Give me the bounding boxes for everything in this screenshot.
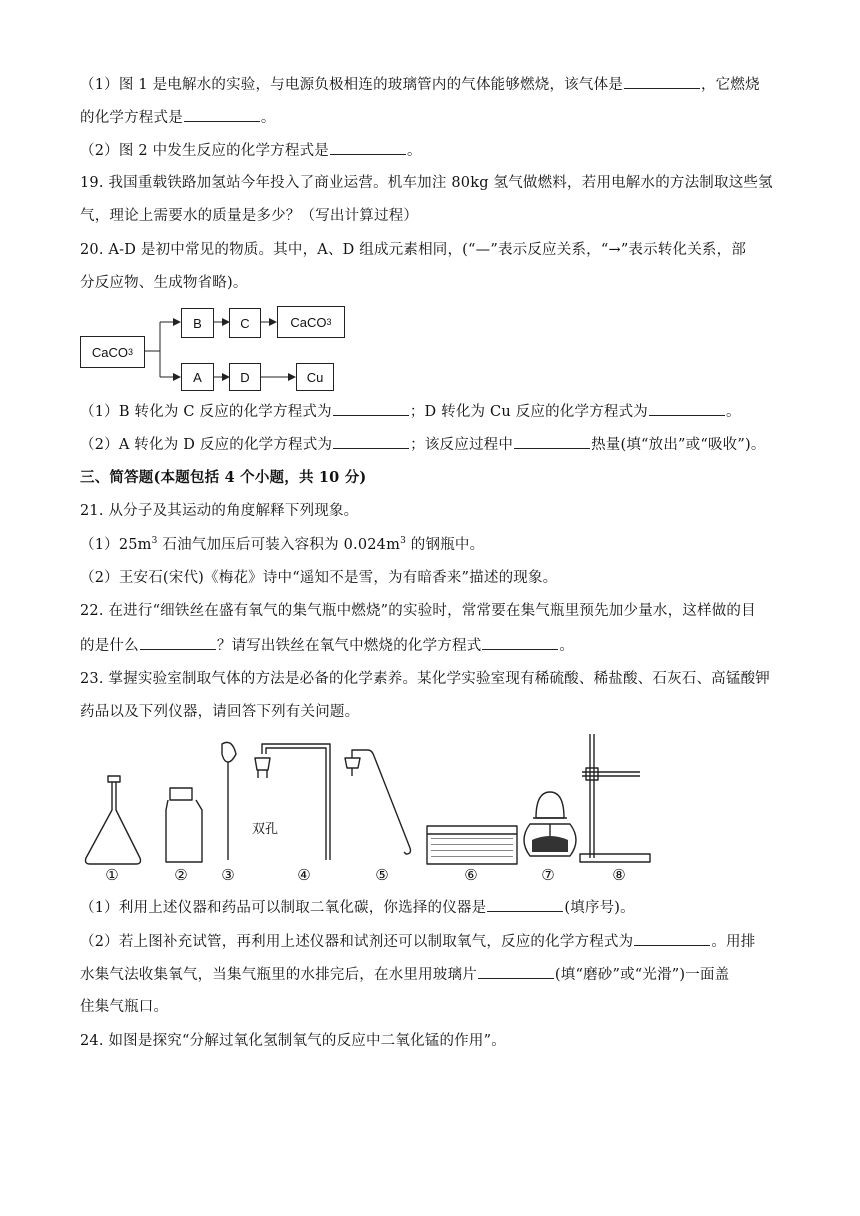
q18-part1-line2: [80, 107, 276, 128]
q21-p1-sup1: 3: [151, 536, 158, 547]
q20-p1-text-c: 。: [726, 404, 741, 420]
q20-part2-line: [80, 434, 766, 455]
long-neck-funnel-icon: [222, 742, 236, 860]
answer-blank[interactable]: [184, 107, 260, 122]
q21-part2-line: （2）王安石(宋代)《梅花》诗中“遥知不是雪，为有暗香来”描述的现象。: [80, 570, 558, 586]
q18-part2-line: [80, 140, 422, 161]
answer-blank[interactable]: [487, 897, 563, 912]
q23-p2-text-d: (填“磨砂”或“光滑”)一面盖: [554, 967, 730, 983]
q23-p2-text-b: 。用排: [711, 934, 756, 950]
q24-line1: 24. 如图是探究“分解过氧化氢制氧气的反应中二氧化锰的作用”。: [80, 1033, 506, 1049]
q18-p1-text-b: ，它燃烧: [700, 77, 760, 93]
q23-part1-line: [80, 897, 635, 918]
answer-blank[interactable]: [330, 140, 406, 155]
apparatus-number-1: ①: [105, 867, 119, 884]
q18-p1-text-c: 的化学方程式是: [80, 110, 183, 126]
answer-blank[interactable]: [333, 434, 409, 449]
iron-stand-icon: [580, 734, 650, 862]
q23-p2-text-c: 水集气法收集氧气，当集气瓶里的水排完后，在水里用玻璃片: [80, 967, 477, 983]
answer-blank[interactable]: [634, 931, 710, 946]
answer-blank[interactable]: [514, 434, 590, 449]
flow-box-c: C: [229, 308, 261, 338]
q23-part2-line1: [80, 931, 755, 952]
q23-p2-text-a: （2）若上图补充试管，再利用上述仪器和试剂还可以制取氧气，反应的化学方程式为: [80, 934, 634, 950]
answer-blank[interactable]: [624, 74, 700, 89]
two-hole-label: 双孔: [252, 822, 279, 837]
apparatus-number-6: ⑥: [464, 867, 478, 884]
gas-bottle-icon: [166, 788, 202, 862]
apparatus-number-8: ⑧: [612, 867, 626, 884]
q20-p2-text-b: ；该反应过程中: [410, 437, 514, 453]
apparatus-number-7: ⑦: [541, 867, 555, 884]
q18-p1-text-d: 。: [260, 110, 276, 126]
q22-text-b: ？请写出铁丝在氧气中燃烧的化学方程式: [216, 638, 482, 654]
apparatus-number-4: ④: [297, 867, 311, 884]
q20-p2-text-c: 热量(填“放出”或“吸收”)。: [591, 437, 766, 453]
q18-p1-text-a: （1）图 1 是电解水的实验，与电源负极相连的玻璃管内的气体能够燃烧，该气体是: [80, 77, 623, 93]
q23-part2-line3: 住集气瓶口。: [80, 999, 169, 1015]
q18-p2-text-b: 。: [406, 143, 422, 159]
q18-p2-text-a: （2）图 2 中发生反应的化学方程式是: [80, 143, 329, 159]
apparatus-number-5: ⑤: [375, 867, 389, 884]
answer-blank[interactable]: [482, 635, 558, 650]
q20-p2-text-a: （2）A 转化为 D 反应的化学方程式为: [80, 437, 333, 453]
q20-part1-line: [80, 401, 741, 422]
q20-line2: 分反应物、生成物省略)。: [80, 275, 248, 291]
q20-line1: 20. A-D 是初中常见的物质。其中，A、D 组成元素相同，(“—”表示反应关系，“→”表示转化关系，部: [80, 242, 747, 258]
apparatus-number-2: ②: [174, 867, 188, 884]
q18-part1-line1: [80, 74, 760, 95]
q21-p1-text-b: 石油气加压后可装入容积为 0.024m: [157, 537, 401, 553]
delivery-tube-icon: [345, 750, 411, 854]
q22-line2: [80, 635, 574, 656]
q22-line1: 22. 在进行“细铁丝在盛有氧气的集气瓶中燃烧”的实验时，常常要在集气瓶里预先加少量水，这样做的目: [80, 603, 756, 619]
q22-text-a: 的是什么: [80, 638, 139, 654]
answer-blank[interactable]: [333, 401, 409, 416]
q23-p1-text-a: （1）利用上述仪器和药品可以制取二氧化碳，你选择的仪器是: [80, 900, 487, 916]
q21-p1-sup2: 3: [400, 536, 406, 547]
answer-blank[interactable]: [478, 964, 554, 979]
q20-p1-text-a: （1）B 转化为 C 反应的化学方程式为: [80, 404, 332, 420]
flow-box-caco3-end: CaCO 3: [277, 306, 345, 338]
answer-blank[interactable]: [140, 635, 216, 650]
q23-line1: 23. 掌握实验室制取气体的方法是必备的化学素养。某化学实验室现有稀硫酸、稀盐酸、石灰石、高锰酸钾: [80, 671, 770, 687]
apparatus-number-3: ③: [221, 867, 235, 884]
q23-p1-text-b: (填序号)。: [564, 900, 635, 916]
q22-text-c: 。: [559, 638, 575, 654]
two-hole-stopper-icon: [255, 744, 330, 860]
flow-box-b: B: [181, 308, 214, 338]
answer-blank[interactable]: [649, 401, 725, 416]
section-heading: 三、简答题(本题包括 4 个小题，共 10 分): [80, 469, 367, 486]
q23-line2: 药品以及下列仪器，请回答下列有关问题。: [80, 704, 360, 720]
flow-box-caco3-start: CaCO 3: [80, 336, 145, 368]
flow-box-a: A: [181, 363, 214, 391]
q21-p1-text-a: （1）25m: [80, 537, 152, 553]
flow-box-cu: Cu: [296, 363, 334, 391]
q21-line1: 21. 从分子及其运动的角度解释下列现象。: [80, 503, 359, 519]
q21-part1-line: [80, 535, 484, 555]
erlenmeyer-flask-icon: [86, 776, 141, 864]
q23-part2-line2: [80, 964, 729, 985]
q19-line2: 气，理论上需要水的质量是多少？（写出计算过程）: [80, 208, 419, 224]
flow-box-d: D: [229, 363, 261, 391]
q21-p1-text-c: 的钢瓶中。: [406, 537, 485, 553]
water-dots: [431, 838, 513, 857]
q20-p1-text-b: ；D 转化为 Cu 反应的化学方程式为: [409, 404, 648, 420]
q19-line1: 19. 我国重载铁路加氢站今年投入了商业运营。机车加注 80kg 氢气做燃料，若用电解水的方法制取这些氢: [80, 175, 773, 191]
